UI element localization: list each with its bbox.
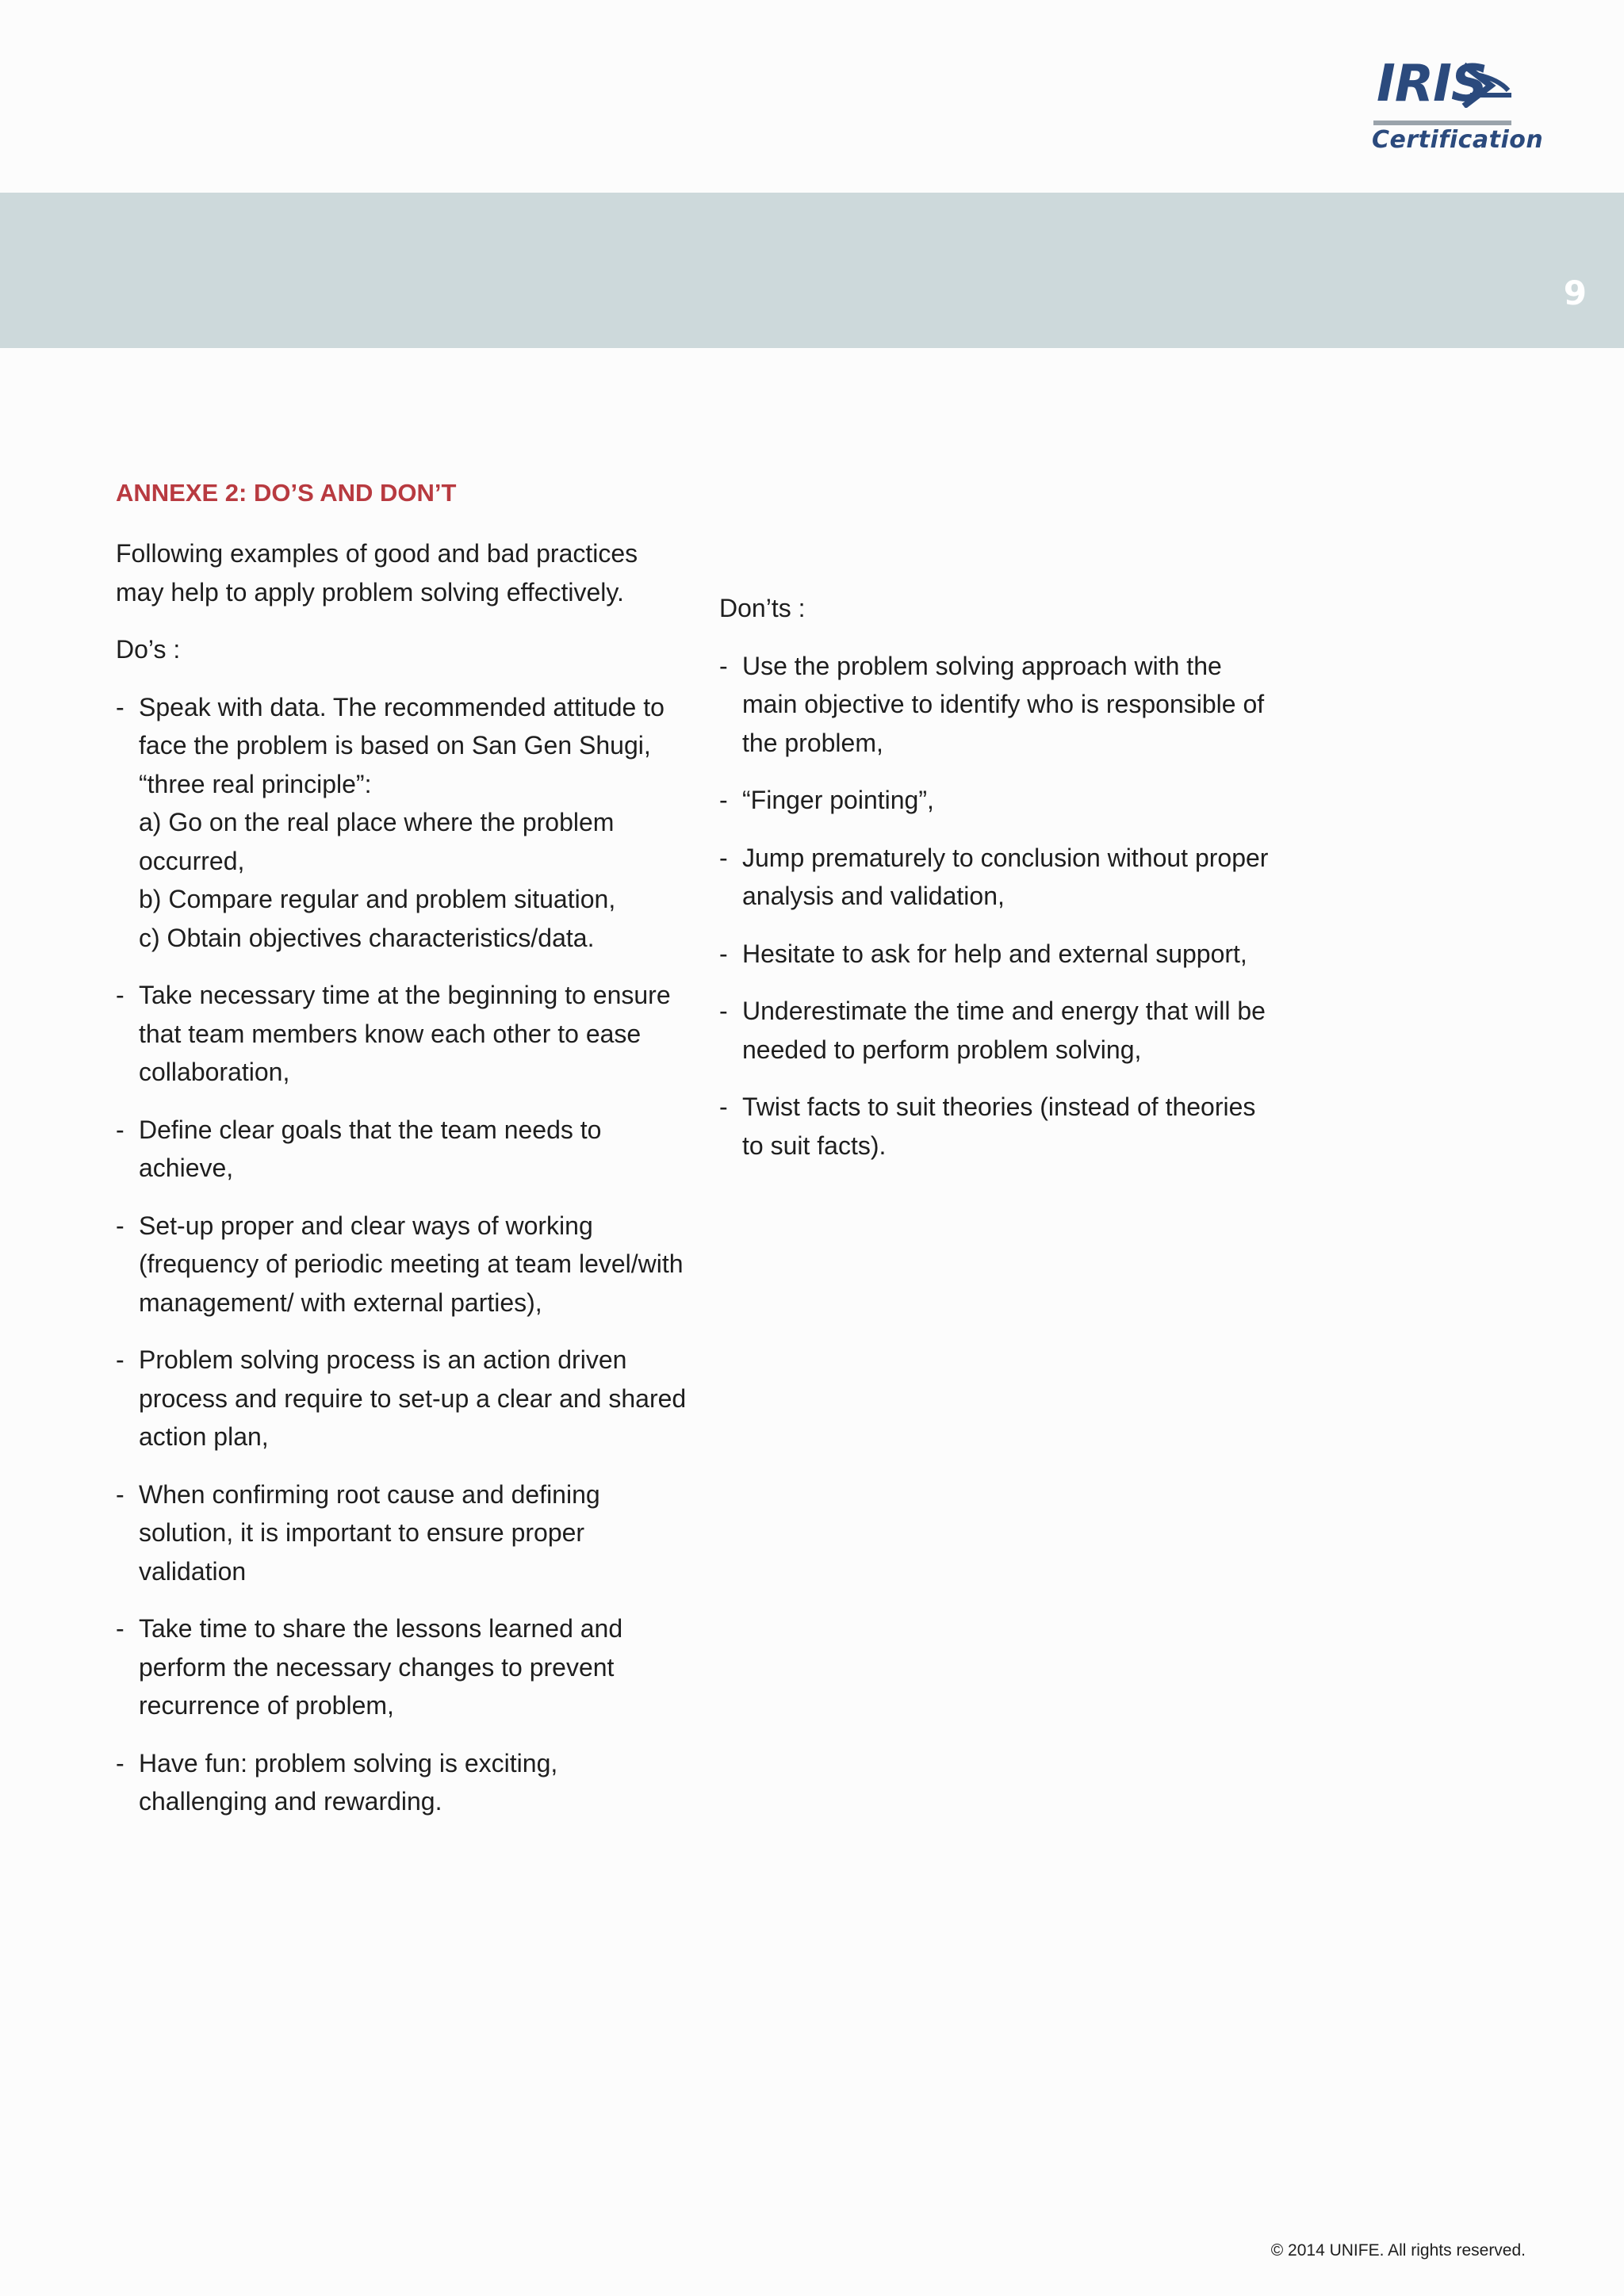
donts-item-text: Use the problem solving approach with the main objective to identify who is responsible of the problem, — [742, 651, 1265, 757]
dash-bullet: - — [116, 1345, 124, 1374]
dos-item-text: Take necessary time at the beginning to ensure that team members know each other to ease collaboration, — [139, 981, 671, 1086]
dos-column — [116, 471, 687, 1840]
donts-item-text: Hesitate to ask for help and external support, — [742, 939, 1247, 968]
dash-bullet: - — [719, 651, 728, 680]
dos-item — [116, 1475, 687, 1591]
dash-bullet: - — [116, 1479, 124, 1509]
dos-item-text: Problem solving process is an action driven process and require to set-up a clear and shared action plan, — [139, 1345, 687, 1451]
donts-item-text: Underestimate the time and energy that will be needed to perform problem solving, — [742, 997, 1266, 1064]
donts-label: Don’ts : — [719, 594, 806, 622]
dos-item-text: Speak with data. The recommended attitude to face the problem is based on San Gen Shugi, “three real principle”: — [139, 692, 665, 798]
section-heading: ANNEXE 2: DO’S AND DON’T — [116, 479, 457, 507]
donts-item — [719, 647, 1274, 763]
dos-item — [116, 1341, 687, 1456]
logo-underline — [1373, 121, 1511, 125]
dash-bullet: - — [116, 1115, 124, 1144]
dash-bullet: - — [719, 1093, 728, 1121]
dos-item — [116, 1744, 687, 1821]
donts-item — [719, 781, 1274, 820]
dash-bullet: - — [719, 939, 728, 968]
dos-subitem: c) Obtain objectives characteristics/data. — [139, 923, 595, 952]
dos-item-text: Take time to share the lessons learned and perform the necessary changes to prevent recurrence of problem, — [139, 1614, 623, 1720]
logo-wave-icon — [1459, 60, 1515, 108]
dos-subitem: b) Compare regular and problem situation, — [139, 885, 616, 913]
copyright-notice: © 2014 UNIFE. All rights reserved. — [1270, 2241, 1526, 2260]
logo-tagline: Certification — [1372, 126, 1544, 154]
donts-item — [719, 992, 1274, 1069]
dos-item — [116, 1111, 687, 1188]
dos-list — [116, 688, 687, 1821]
dash-bullet: - — [116, 1748, 124, 1777]
header-banner — [0, 193, 1624, 348]
dash-bullet: - — [116, 1614, 124, 1643]
donts-item — [719, 1088, 1274, 1165]
intro-paragraph: Following examples of good and bad practices may help to apply problem solving effectively. — [116, 539, 638, 607]
dos-item — [116, 688, 687, 958]
dash-bullet: - — [116, 692, 124, 721]
donts-item — [719, 935, 1274, 974]
donts-item-text: Jump prematurely to conclusion without proper analysis and validation, — [742, 843, 1269, 910]
dos-item-text: Have fun: problem solving is exciting, challenging and rewarding. — [139, 1748, 558, 1816]
logo-wordmark: IRIS — [1377, 55, 1487, 113]
iris-certification-logo — [1361, 52, 1544, 163]
donts-item-text: Twist facts to suit theories (instead of theories to suit facts). — [742, 1093, 1256, 1160]
donts-column — [719, 589, 1274, 1184]
dash-bullet: - — [719, 786, 728, 814]
dash-bullet: - — [116, 1211, 124, 1240]
dos-label: Do’s : — [116, 635, 181, 664]
dos-subitem: a) Go on the real place where the problem occurred, — [139, 808, 615, 875]
dos-item-text: Define clear goals that the team needs to achieve, — [139, 1115, 602, 1182]
page-number: 9 — [1563, 274, 1587, 312]
donts-item-text: “Finger pointing”, — [742, 786, 934, 814]
dash-bullet: - — [719, 843, 728, 872]
dos-item-text: Set-up proper and clear ways of working (frequency of periodic meeting at team level/with management/ with external parties), — [139, 1211, 684, 1317]
dash-bullet: - — [719, 997, 728, 1025]
dos-item-text: When confirming root cause and defining solution, it is important to ensure proper validation — [139, 1479, 600, 1586]
dos-item — [116, 1609, 687, 1725]
dash-bullet: - — [116, 981, 124, 1009]
dos-item — [116, 1207, 687, 1322]
dos-item — [116, 976, 687, 1092]
donts-list — [719, 647, 1274, 1165]
donts-item — [719, 839, 1274, 916]
